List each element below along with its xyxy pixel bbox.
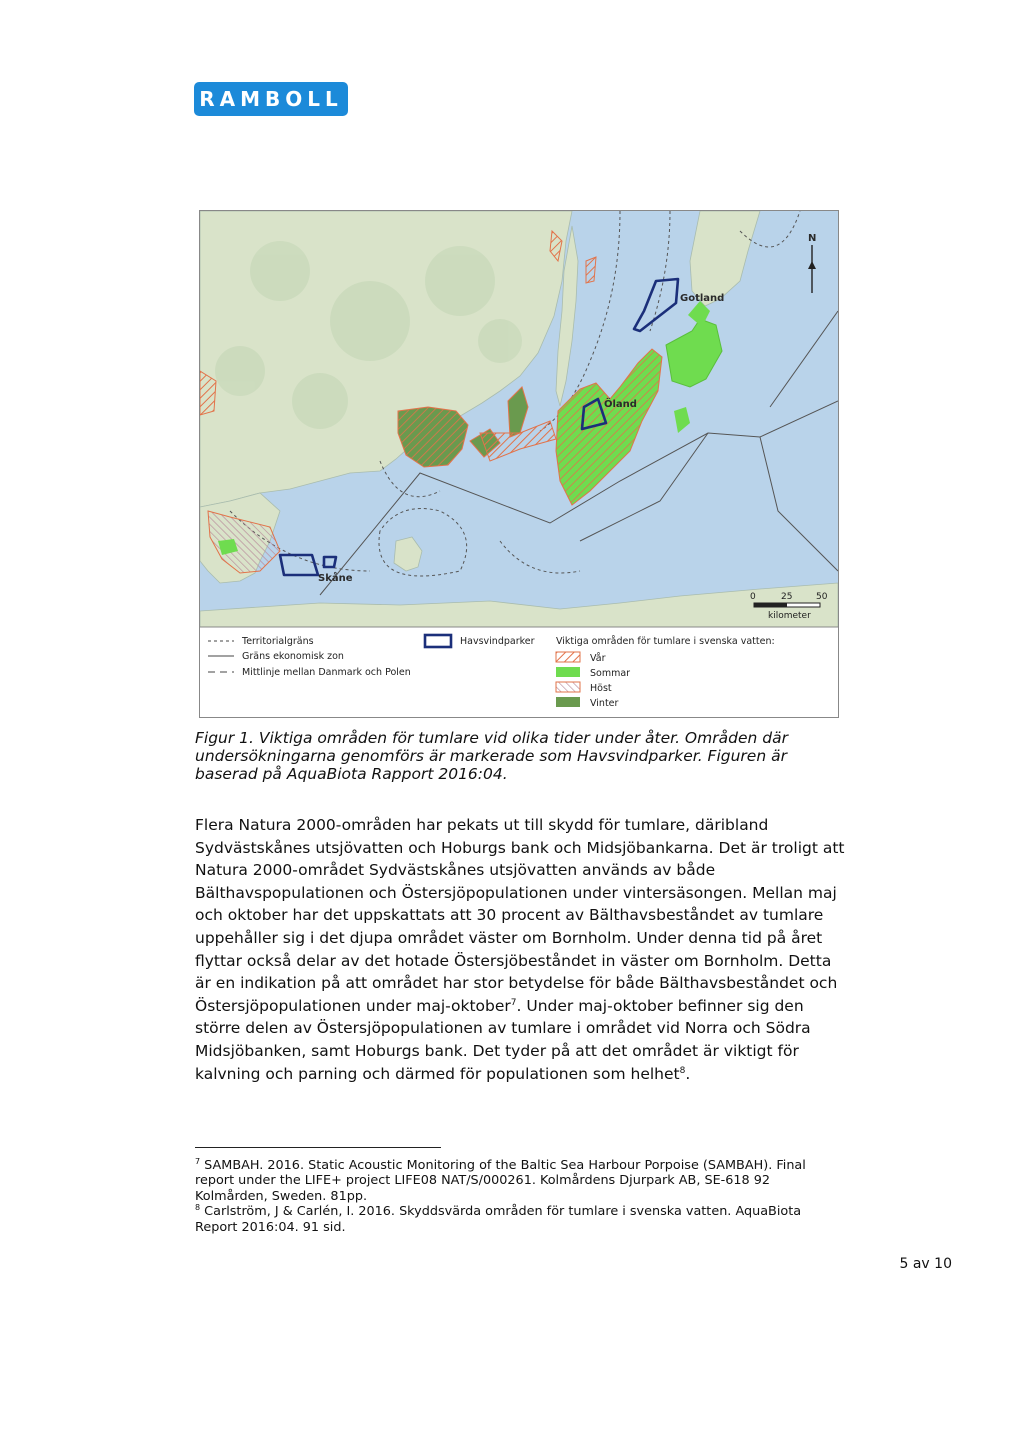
label-skane: Skåne bbox=[318, 573, 353, 584]
svg-text:50: 50 bbox=[816, 592, 828, 602]
svg-text:Havsvindparker: Havsvindparker bbox=[460, 636, 535, 647]
porpoise-areas-map bbox=[199, 210, 839, 718]
svg-text:Territorialgräns: Territorialgräns bbox=[242, 636, 314, 647]
footnote-8 bbox=[195, 1204, 835, 1235]
footnote-text: Carlström, J & Carlén, I. 2016. Skyddsvärda områden för tumlare i svenska vatten. AquaBiota Report 2016:04. 91 sid. bbox=[195, 1204, 802, 1235]
body-part-2: . Under maj-oktober befinner sig den större delen av Östersjöpopulationen av tumlare i området vid Norra och Södra Midsjöbanken, samt Hoburgs bank. Det tyder på att det området är viktigt för kalvning och parning och därmed för populationen som helhet bbox=[195, 996, 811, 1083]
label-oland: Öland bbox=[604, 399, 637, 410]
body-part-1: Flera Natura 2000-områden har pekats ut till skydd för tumlare, däribland Sydvästskånes utsjövatten och Hoburgs bank och Midsjöbankarna. Det är troligt att Natura 2000-området Sydvästskånes utsjövatten används av både Bälthavspopulationen och Östersjöpopulationen under vintersäsongen. Mellan maj och oktober har det uppskattats att 30 procent av Bälthavsbeståndet av tumlare uppehåller sig i det djupa området väster om Bornholm. Under denna tid på året flyttar också delar av det hotade Östersjöbeståndet in väster om Bornholm. Detta är en indikation på att området har stor betydelse för både Bälthavsbeståndet och Östersjöpopulationen under maj-oktober bbox=[195, 816, 845, 1015]
footnote-divider bbox=[195, 1147, 441, 1148]
footnotes bbox=[195, 1158, 835, 1235]
footnote-number: 7 bbox=[195, 1157, 201, 1166]
footnote-text: SAMBAH. 2016. Static Acoustic Monitoring of the Baltic Sea Harbour Porpoise (SAMBAH). Final report under the LIFE+ project LIFE08 NAT/S/000261. Kolmårdens Djurpark AB, SE-618 92 Kolmården, Sweden. 81pp. bbox=[195, 1158, 806, 1204]
body-paragraph bbox=[195, 814, 845, 1085]
svg-text:kilometer: kilometer bbox=[768, 611, 811, 621]
body-part-3: . bbox=[685, 1064, 691, 1083]
svg-text:25: 25 bbox=[781, 592, 793, 602]
svg-text:Höst: Höst bbox=[590, 683, 612, 694]
figure-caption: Figur 1. Viktiga områden för tumlare vid olika tider under åter. Områden där undersökningarna genomförs är markerade som Havsvindparker. Figuren är baserad på AquaBiota Rapport 2016:04. bbox=[195, 729, 788, 783]
footnote-number: 8 bbox=[195, 1203, 201, 1213]
label-gotland: Gotland bbox=[680, 293, 725, 304]
footnote-ref-8[interactable]: 8 bbox=[679, 1065, 686, 1076]
area-spring-north2 bbox=[586, 257, 596, 283]
footnote-ref-7[interactable]: 7 bbox=[510, 997, 517, 1008]
svg-text:0: 0 bbox=[750, 592, 756, 602]
footnote-7 bbox=[195, 1158, 835, 1204]
svg-text:Vår: Vår bbox=[590, 653, 606, 664]
ramboll-logo: RAMBOLL bbox=[194, 82, 348, 116]
page-number: 5 av 10 bbox=[899, 1256, 952, 1272]
svg-text:Viktiga områden för tumlare i: Viktiga områden för tumlare i svenska vatten: bbox=[556, 636, 775, 647]
svg-text:Gräns ekonomisk zon: Gräns ekonomisk zon bbox=[242, 651, 344, 662]
svg-text:Vinter: Vinter bbox=[590, 698, 619, 709]
svg-text:Sommar: Sommar bbox=[590, 668, 631, 679]
svg-text:N: N bbox=[808, 233, 817, 244]
svg-text:Mittlinje mellan Danmark och P: Mittlinje mellan Danmark och Polen bbox=[242, 667, 411, 678]
